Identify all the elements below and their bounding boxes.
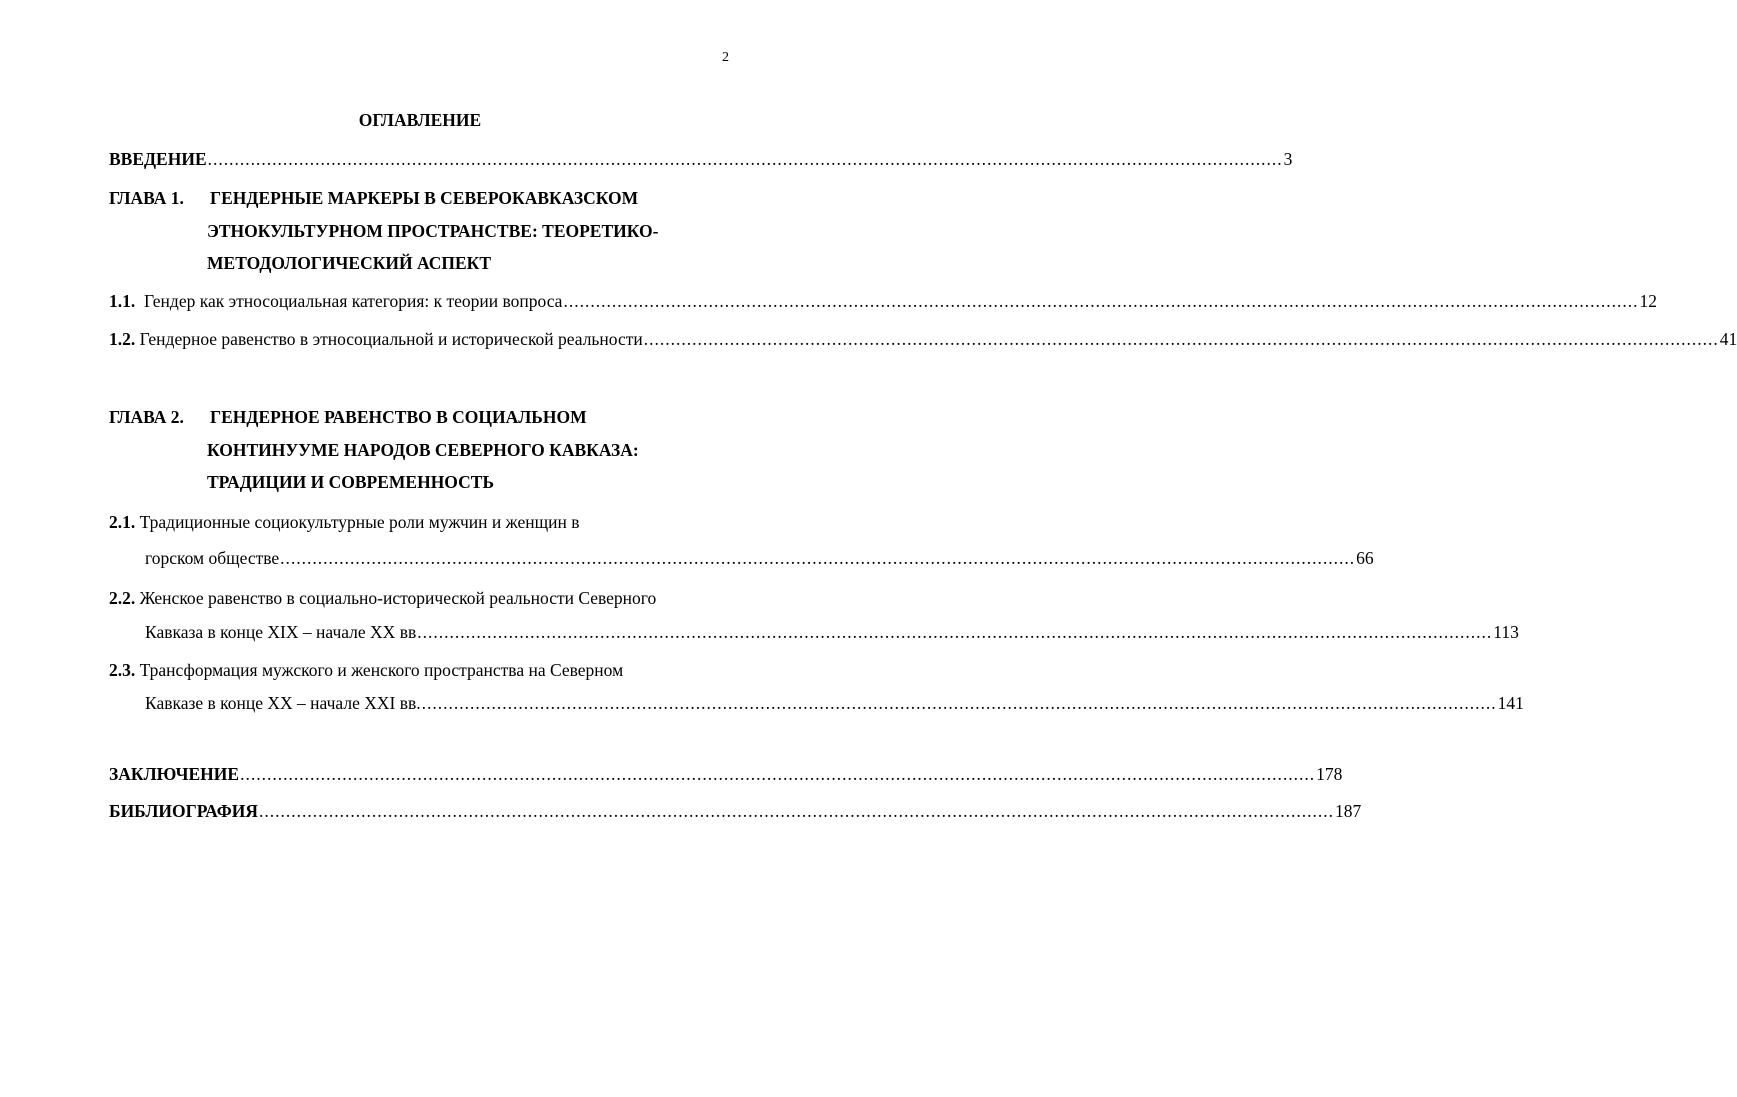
section-title: Гендер как этносоциальная категория: к теории вопроса (144, 291, 563, 311)
toc-entry-label: БИБЛИОГРАФИЯ (109, 801, 258, 821)
toc-entry-page: 12 (1639, 291, 1657, 311)
toc-entry-introduction[interactable] (109, 149, 1293, 170)
toc-leader-dots: ........................................................................................................................................................................................................ (280, 548, 1356, 568)
chapter1-label: ГЛАВА 1. (109, 188, 184, 208)
toc-entry-section-2-1-line-1[interactable] (109, 512, 579, 533)
chapter2-title-line-1: ГЕНДЕРНОЕ РАВЕНСТВО В СОЦИАЛЬНОМ (210, 407, 587, 427)
section-title-continued: горском обществе (145, 548, 280, 568)
toc-entry-section-2-1-line-2[interactable] (145, 548, 1374, 569)
toc-leader-dots: ........................................................................................................................................................................................................ (643, 329, 1719, 349)
toc-leader-dots: ........................................................................................................................................................................................................ (417, 622, 1493, 642)
toc-leader-dots: ........................................................................................................................................................................................................ (563, 291, 1639, 311)
section-title: Гендерное равенство в этносоциальной и исторической реальности (139, 329, 643, 349)
chapter2-title-line-3: ТРАДИЦИИ И СОВРЕМЕННОСТЬ (207, 472, 495, 492)
chapter1-title-line-1: ГЕНДЕРНЫЕ МАРКЕРЫ В СЕВЕРОКАВКАЗСКОМ (210, 188, 639, 208)
toc-leader-dots: ........................................................................................................................................................................................................ (240, 764, 1316, 784)
chapter2-title-line-2: КОНТИНУУМЕ НАРОДОВ СЕВЕРНОГО КАВКАЗА: (207, 440, 639, 460)
section-title: Трансформация мужского и женского пространства на Северном (139, 660, 624, 680)
toc-entry-bibliography[interactable] (109, 801, 1362, 822)
toc-entry-label: ВВЕДЕНИЕ (109, 149, 207, 169)
section-number: 1.2. (109, 329, 136, 349)
toc-entry-conclusion[interactable] (109, 764, 1343, 785)
chapter1-title-line-2: ЭТНОКУЛЬТУРНОМ ПРОСТРАНСТВЕ: ТЕОРЕТИКО- (207, 221, 659, 241)
toc-entry-page: 187 (1334, 801, 1362, 821)
chapter1-title-line-3: МЕТОДОЛОГИЧЕСКИЙ АСПЕКТ (207, 253, 492, 273)
section-number: 1.1. (109, 291, 136, 311)
toc-leader-dots: ........................................................................................................................................................................................................ (421, 693, 1497, 713)
page-number: 2 (722, 50, 729, 65)
toc-entry-page: 178 (1316, 764, 1343, 784)
section-title: Женское равенство в социально-исторической реальности Северного (139, 588, 657, 608)
toc-entry-section-1-2[interactable] (109, 329, 1737, 350)
toc-entry-page: 113 (1493, 622, 1519, 642)
toc-entry-section-1-1[interactable] (109, 291, 1657, 312)
toc-entry-page: 141 (1497, 693, 1524, 713)
toc-entry-page: 41 (1719, 329, 1737, 349)
toc-title: ОГЛАВЛЕНИЕ (358, 110, 482, 130)
toc-entry-page: 3 (1283, 149, 1293, 169)
toc-entry-section-2-2-line-2[interactable] (145, 622, 1519, 643)
section-number: 2.1. (109, 512, 136, 532)
toc-leader-dots: ........................................................................................................................................................................................................ (258, 801, 1334, 821)
section-number: 2.3. (109, 660, 136, 680)
section-title-continued: Кавказа в конце XIX – начале XX вв (145, 622, 417, 642)
toc-entry-page: 66 (1356, 548, 1374, 568)
toc-entry-section-2-3-line-1[interactable] (109, 660, 623, 681)
toc-leader-dots: ........................................................................................................................................................................................................ (207, 149, 1283, 169)
section-title: Традиционные социокультурные роли мужчин и женщин в (139, 512, 580, 532)
toc-entry-label: ЗАКЛЮЧЕНИЕ (109, 764, 240, 784)
section-title-continued: Кавказе в конце XX – начале XXI вв. (145, 693, 421, 713)
chapter2-label: ГЛАВА 2. (109, 407, 184, 427)
toc-entry-section-2-2-line-1[interactable] (109, 588, 656, 609)
toc-entry-section-2-3-line-2[interactable] (145, 693, 1524, 714)
section-number: 2.2. (109, 588, 136, 608)
